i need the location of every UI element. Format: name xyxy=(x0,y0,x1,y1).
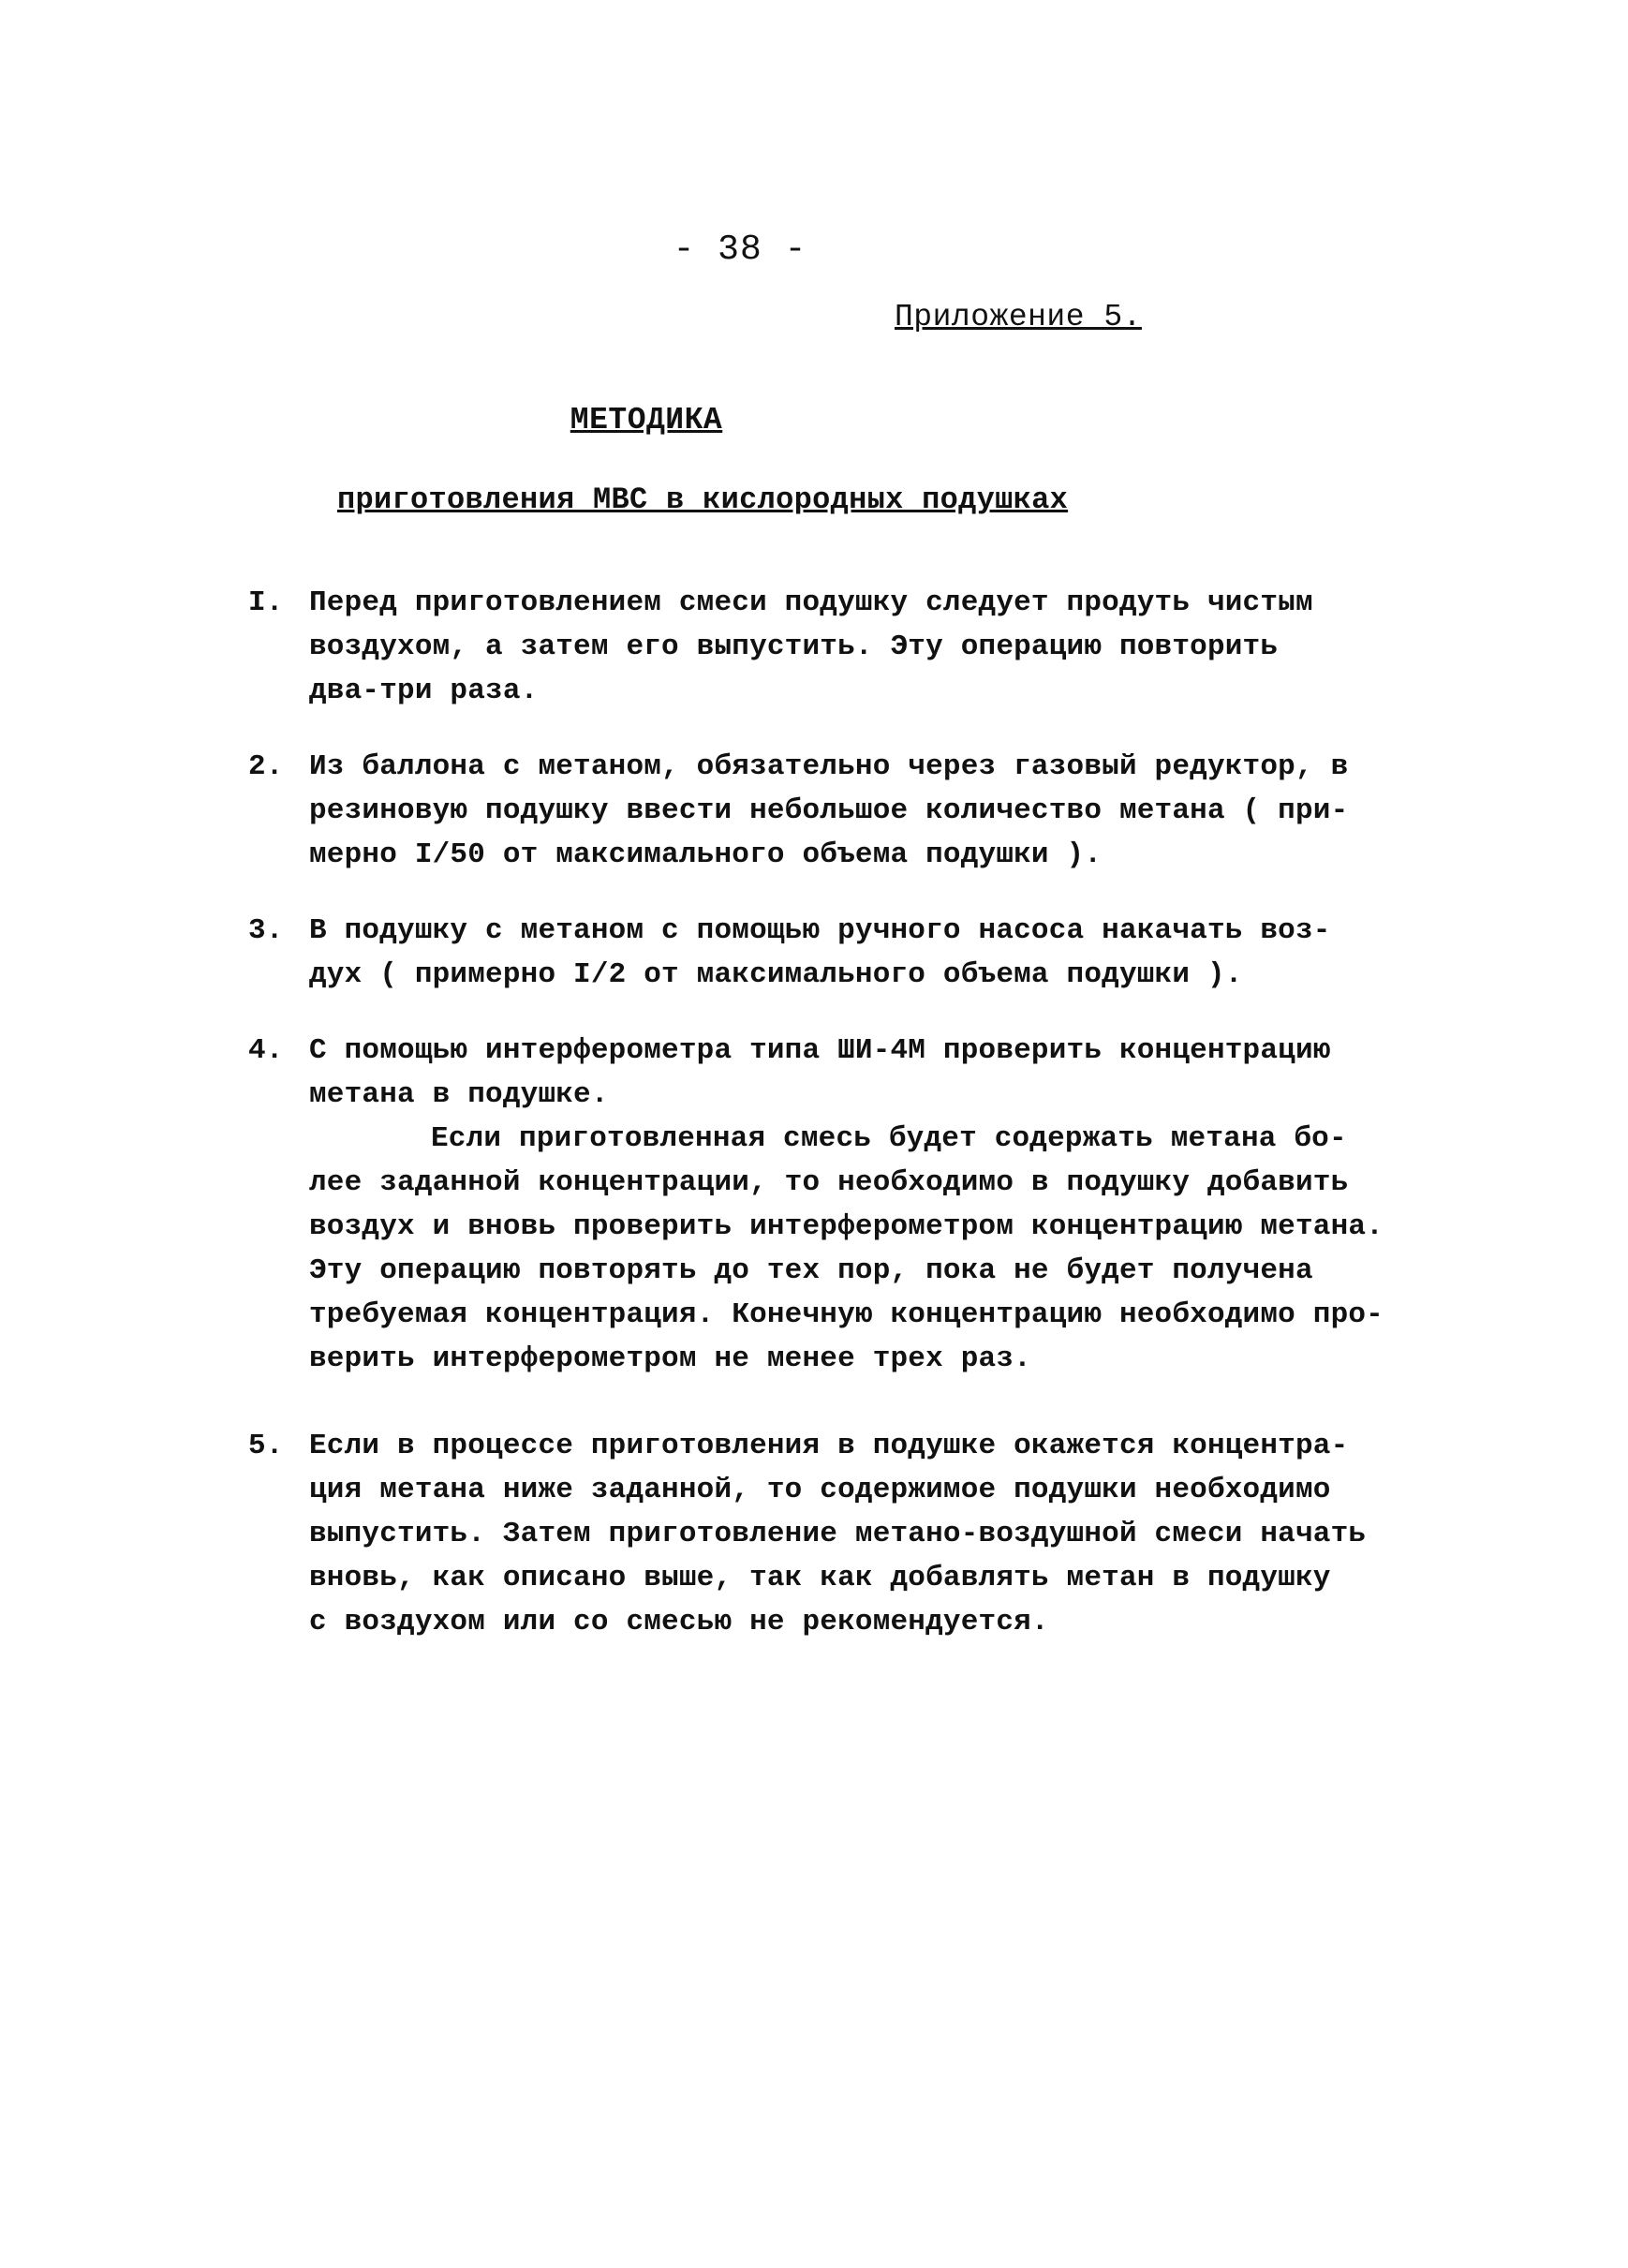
list-item-number: I. xyxy=(248,586,284,619)
list-item-number: 2. xyxy=(248,750,284,783)
list-item-text: С помощью интерферометра типа ШИ-4М проверить концентрацию метана в подушке. xyxy=(309,1034,1331,1111)
list-item-number: 5. xyxy=(248,1430,284,1462)
list-item-number: 3. xyxy=(248,914,284,947)
list-item xyxy=(248,581,1428,713)
appendix-label: Приложение 5. xyxy=(895,300,1142,334)
list-item xyxy=(248,745,1428,877)
list-item-number: 4. xyxy=(248,1034,284,1067)
list-item-text: Если в процессе приготовления в подушке окажется концентра- ция метана ниже заданной, то содержимое подушки необходимо выпустить. Затем приготовление метано-воздушной смеси начать вновь, как описано выше, так как добавлять метан в подушку с воздухом или со смесью не рекомендуется. xyxy=(309,1430,1367,1638)
list-item-text: В подушку с метаном с помощью ручного насоса накачать воз- дух ( примерно I/2 от максимального объема подушки ). xyxy=(309,914,1331,991)
list-item xyxy=(248,909,1428,997)
list-item-continuation: Если приготовленная смесь будет содержать метана бо- лее заданной концентрации, то необходимо в подушку добавить воздух и вновь проверить интерферометром концентрацию метана. Эту операцию повторять до тех пор, пока не будет получена требуемая концентрация. Конечную концентрацию необходимо про- верить интерферометром не менее трех раз. xyxy=(309,1122,1384,1375)
list-item xyxy=(248,1029,1428,1381)
list-item-text: Из баллона с метаном, обязательно через газовый редуктор, в резиновую подушку ввести небольшое количество метана ( при- мерно I/50 от максимального объема подушки ). xyxy=(309,750,1349,871)
list-item-text: Перед приготовлением смеси подушку следует продуть чистым воздухом, а затем его выпустить. Эту операцию повторить два-три раза. xyxy=(309,586,1313,707)
document-subtitle: приготовления МВС в кислородных подушках xyxy=(337,482,1069,517)
list-item xyxy=(248,1424,1428,1644)
page-number: - 38 - xyxy=(673,230,807,270)
document-title: МЕТОДИКА xyxy=(570,403,723,437)
